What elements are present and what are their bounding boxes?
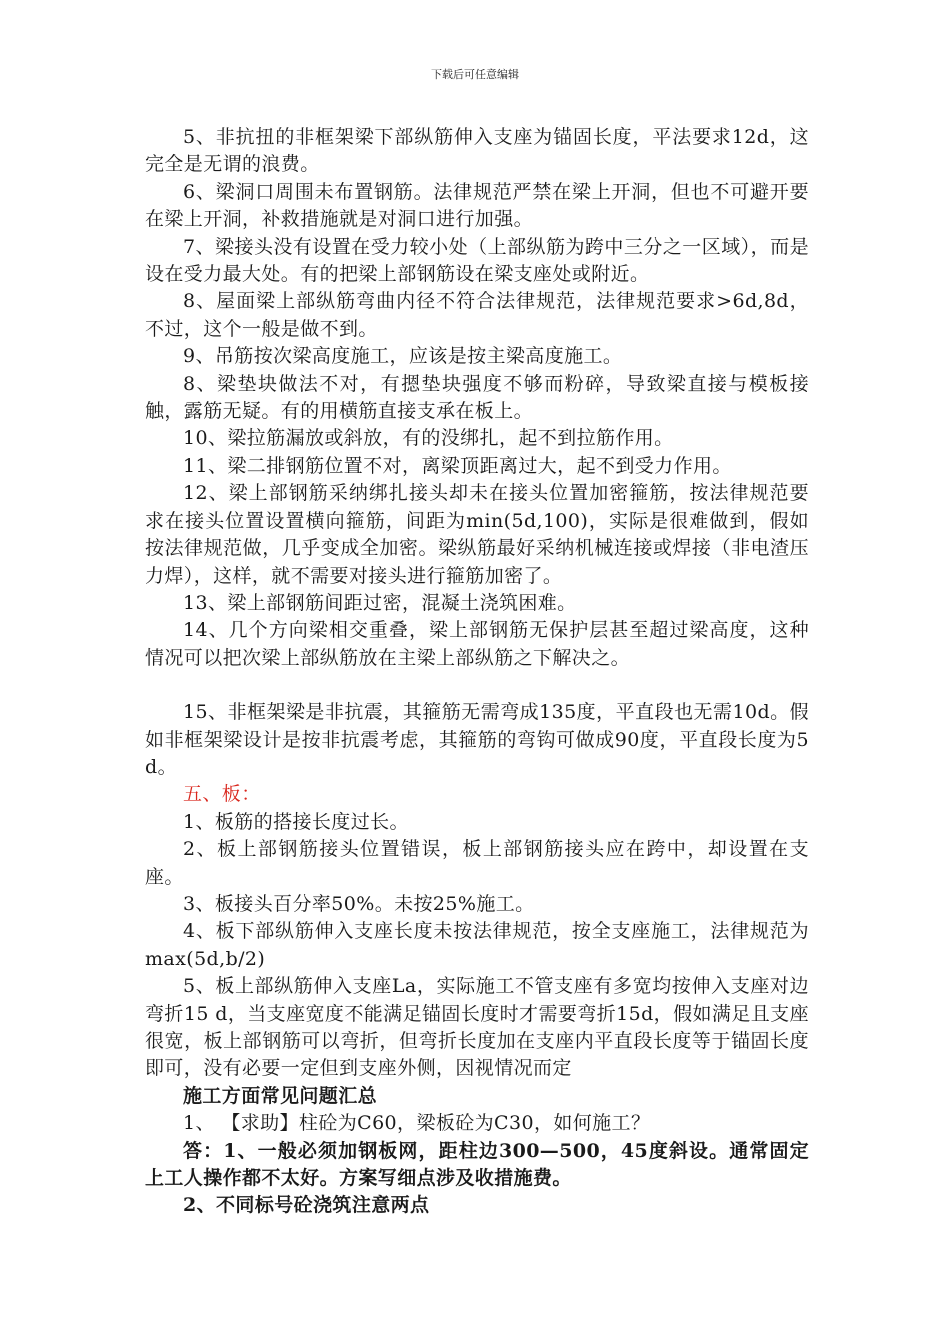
section-heading-slab: 五、板：	[183, 783, 261, 806]
paragraph-beam-15: 15、非框架梁是非抗震，其箍筋无需弯成135度，平直段也无需10d。假如非框架梁设计是按非抗震考虑，其箍筋的弯钩可做成90度，平直段长度为5d。	[145, 701, 809, 778]
document-body	[145, 124, 809, 1220]
paragraph-beam-8b: 8、梁垫块做法不对，有摁垫块强度不够而粉碎，导致梁直接与模板接触，露筋无疑。有的用横筋直接支承在板上。	[145, 372, 809, 423]
page-header: 下载后可任意编辑	[431, 68, 519, 81]
paragraph-beam-6: 6、梁洞口周围未布置钢筋。法律规范严禁在梁上开洞，但也不可避开要在梁上开洞，补救措施就是对洞口进行加强。	[145, 180, 809, 231]
paragraph-slab-5: 5、板上部纵筋伸入支座La，实际施工不管支座有多宽均按伸入支座对边弯折15 d，当支座宽度不能满足锚固长度时才需要弯折15d，假如满足且支座很宽，板上部钢筋可以弯折，但弯折长度加在支座内平直段长度等于锚固长度即可，没有必要一定但到支座外侧，因视情况而定	[145, 975, 809, 1080]
paragraph-answer-1: 答：1、一般必须加钢板网，距柱边300—500，45度斜设。通常固定上工人操作都不太好。方案写细点涉及收措施费。	[145, 1139, 809, 1190]
blank-line	[145, 672, 809, 699]
section-heading-construction: 施工方面常见问题汇总	[183, 1084, 378, 1107]
paragraph-question-2: 2、不同标号砼浇筑注意两点	[183, 1194, 430, 1217]
paragraph-beam-11: 11、梁二排钢筋位置不对，离梁顶距离过大，起不到受力作用。	[183, 454, 732, 477]
paragraph-slab-1: 1、板筋的搭接长度过长。	[183, 810, 409, 833]
paragraph-beam-8: 8、屋面梁上部纵筋弯曲内径不符合法律规范，法律规范要求>6d,8d，不过，这个一般是做不到。	[145, 290, 809, 340]
paragraph-question-1: 1、 【求助】柱砼为C60，梁板砼为C30，如何施工？	[183, 1112, 651, 1135]
paragraph-beam-9: 9、吊筋按次梁高度施工，应该是按主梁高度施工。	[183, 345, 623, 368]
paragraph-beam-7: 7、梁接头没有设置在受力较小处（上部纵筋为跨中三分之一区域），而是设在受力最大处。有的把梁上部钢筋设在梁支座处或附近。	[145, 235, 809, 286]
paragraph-slab-2: 2、板上部钢筋接头位置错误，板上部钢筋接头应在跨中，却设置在支座。	[145, 838, 809, 888]
paragraph-beam-10: 10、梁拉筋漏放或斜放，有的没绑扎，起不到拉筋作用。	[183, 427, 674, 450]
paragraph-slab-4: 4、板下部纵筋伸入支座长度未按法律规范，按全支座施工，法律规范为max(5d,b/2)	[145, 920, 809, 970]
paragraph-beam-12: 12、梁上部钢筋采纳绑扎接头却未在接头位置加密箍筋，按法律规范要求在接头位置设置横向箍筋，间距为min(5d,100)，实际是很难做到，假如按法律规范做，几乎变成全加密。梁纵筋最好采纳机械连接或焊接（非电渣压力焊），这样，就不需要对接头进行箍筋加密了。	[145, 482, 809, 587]
paragraph-slab-3: 3、板接头百分率50%。未按25%施工。	[183, 892, 535, 915]
paragraph-beam-5: 5、非抗扭的非框架梁下部纵筋伸入支座为锚固长度，平法要求12d，这完全是无谓的浪费。	[145, 126, 809, 176]
paragraph-beam-13: 13、梁上部钢筋间距过密，混凝土浇筑困难。	[183, 591, 577, 614]
paragraph-beam-14: 14、几个方向梁相交重叠，梁上部钢筋无保护层甚至超过梁高度，这种情况可以把次梁上部纵筋放在主梁上部纵筋之下解决之。	[145, 619, 809, 669]
